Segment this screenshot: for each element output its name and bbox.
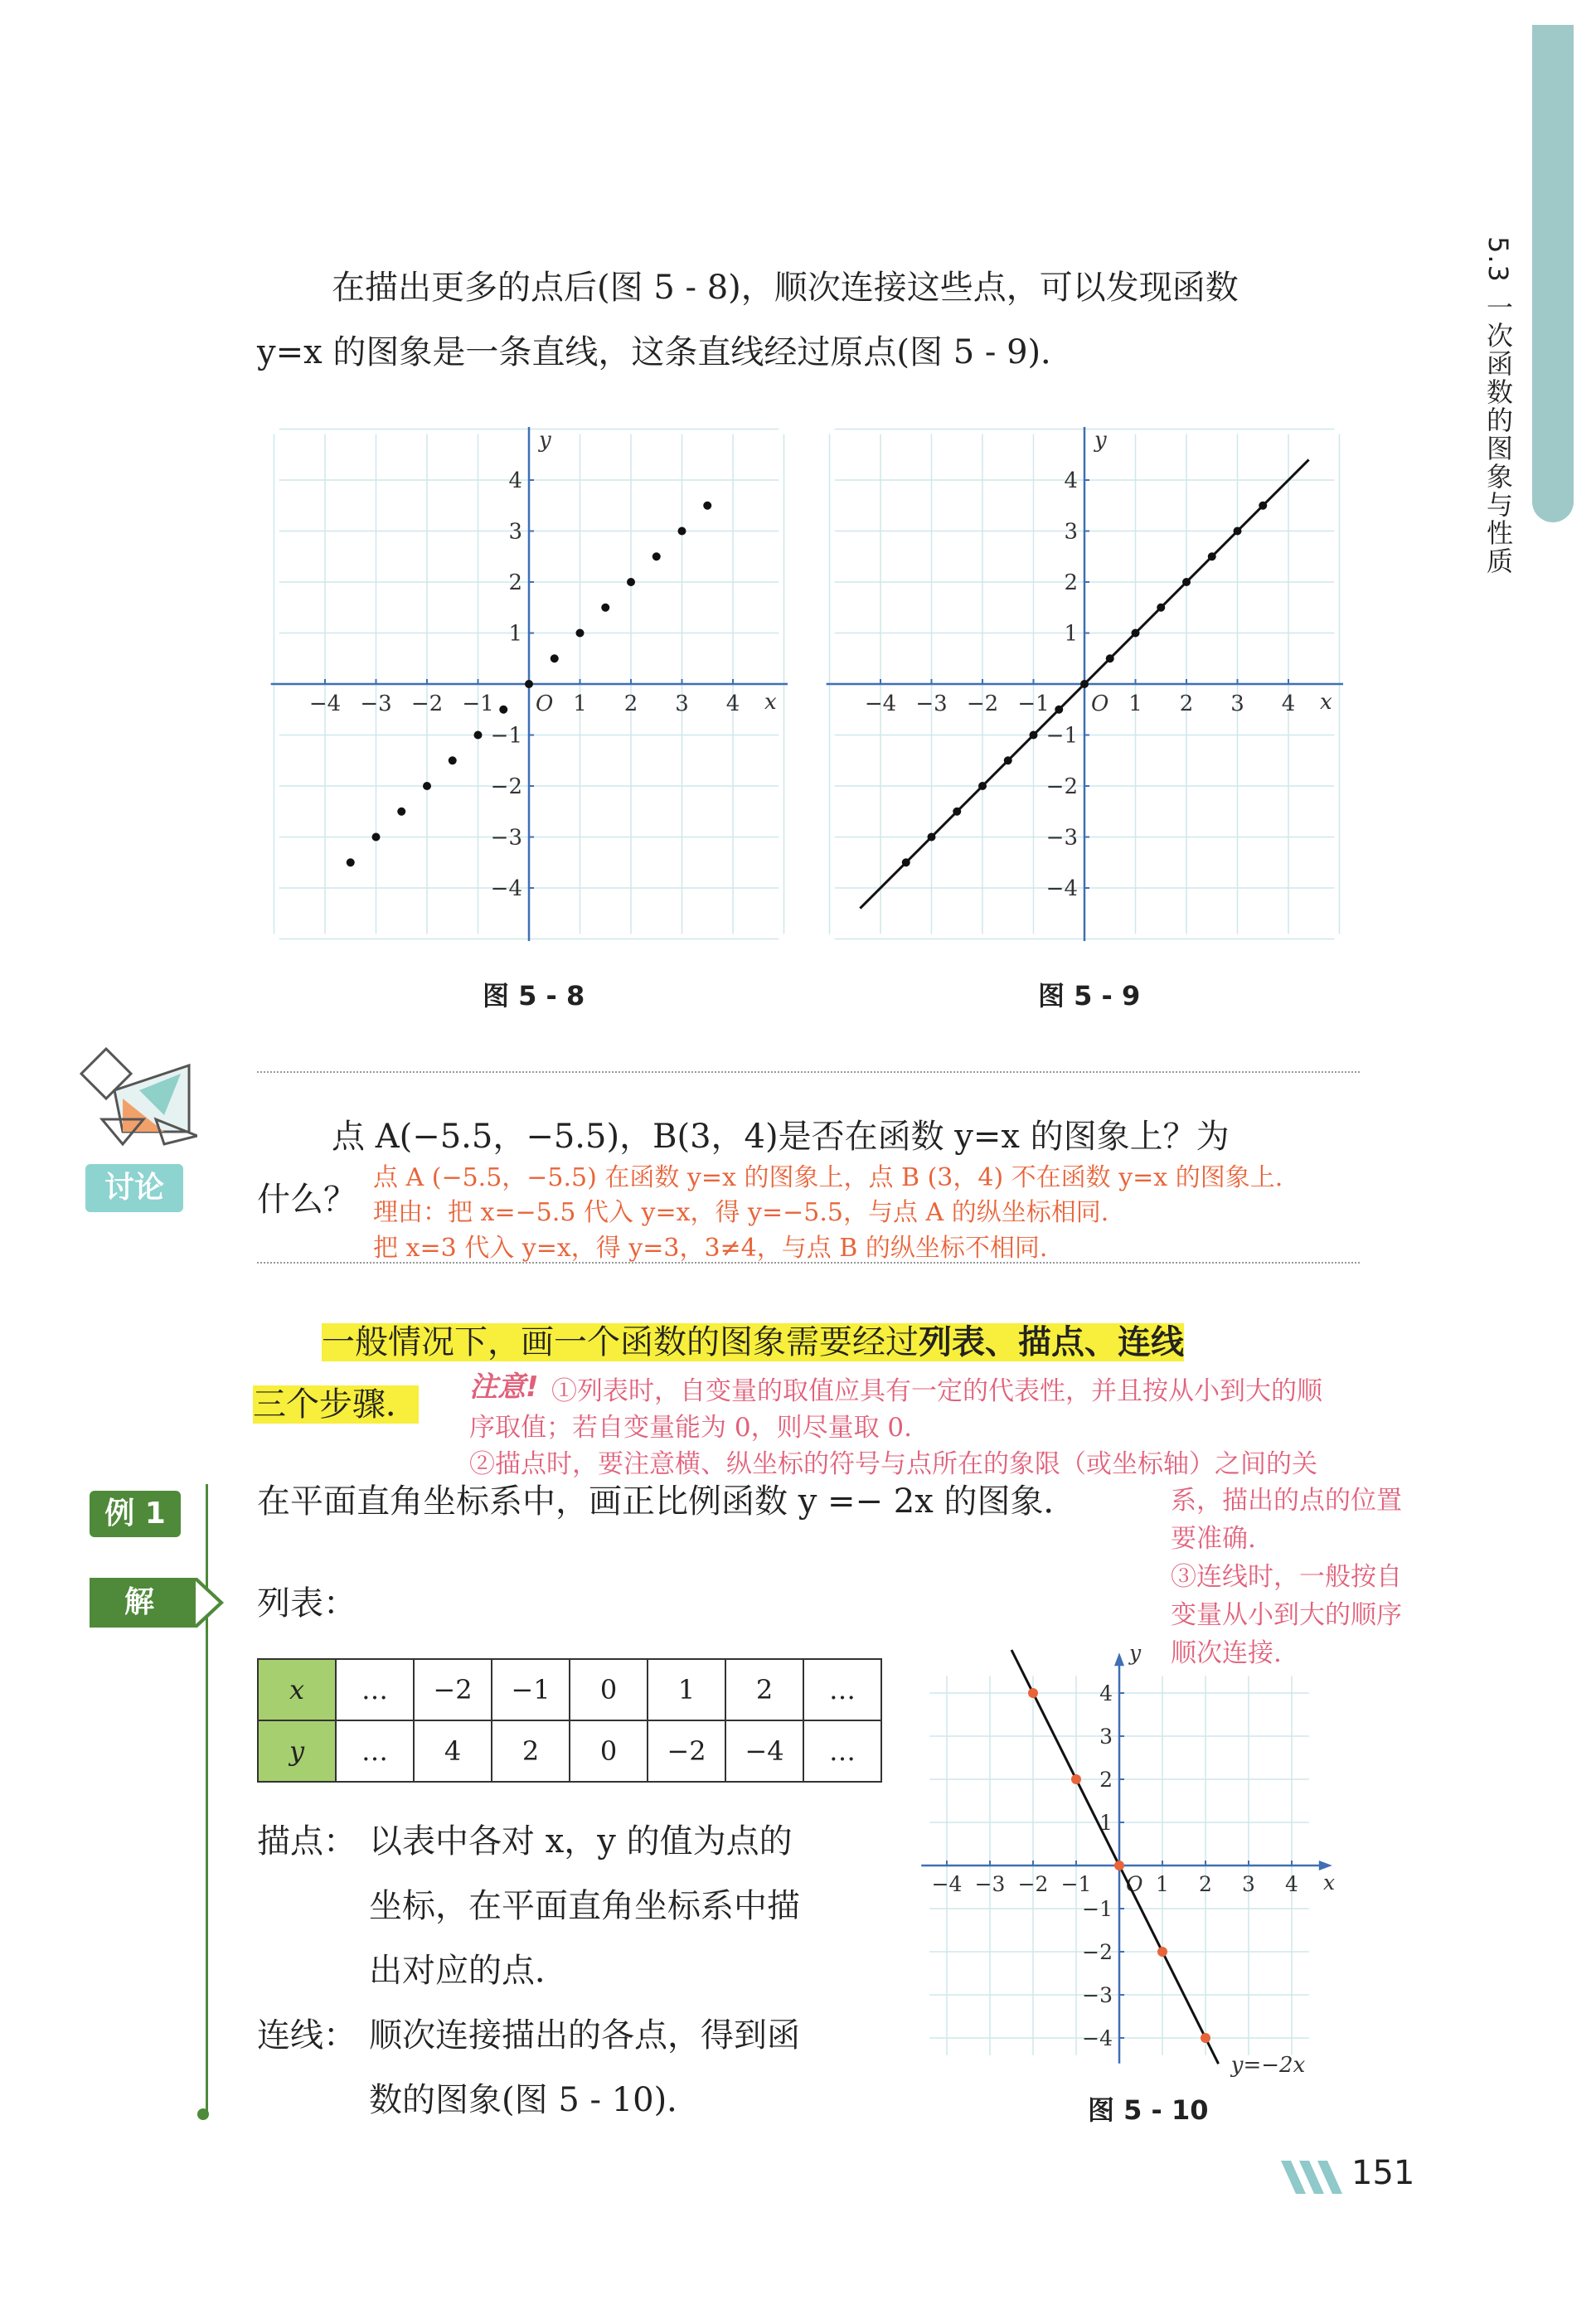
y-tick-label: 4	[508, 468, 522, 494]
x-tick-label: −1	[1017, 691, 1050, 716]
page-number: 151	[1351, 2154, 1415, 2192]
plot-label: 描点：	[257, 1822, 357, 1861]
general-steps-bold: 列表、描点、连线	[919, 1323, 1184, 1361]
x-tick-label: 2	[1199, 1872, 1212, 1896]
y-tick-label: −1	[1045, 723, 1078, 749]
y-tick-label: 2	[508, 570, 522, 596]
y-tick-label: −3	[1082, 1982, 1113, 2007]
y-tick-label: −4	[1082, 2026, 1113, 2050]
connect-text-1: 顺次连接描出的各点，得到函	[369, 2016, 800, 2055]
line-label: y=−2x	[1230, 2053, 1306, 2079]
answer-line-3: 把 x=3 代入 y=x，得 y=3，3≠4，与点 B 的纵坐标不相同.	[373, 1234, 1048, 1263]
y-axis-label: y	[1094, 428, 1107, 453]
table-cell: …	[803, 1720, 881, 1782]
x-tick-label: −4	[864, 691, 897, 716]
table-cell: 4	[414, 1720, 492, 1782]
y-tick-label: 1	[1064, 621, 1078, 647]
y-tick-label: 3	[1064, 519, 1078, 545]
general-statement-line-1	[322, 1310, 1184, 1375]
intro-line-1: 在描出更多的点后(图 5 - 8)，顺次连接这些点，可以发现函数	[332, 269, 1239, 307]
x-tick-label: 1	[1128, 691, 1142, 716]
x-tick-label: 4	[725, 691, 740, 716]
y-tick-label: −3	[1045, 825, 1078, 851]
data-point	[1182, 578, 1191, 586]
note-2b: 系，描出的点的位置	[1171, 1486, 1402, 1516]
y-tick-label: −2	[490, 774, 522, 800]
example-text: 在平面直角坐标系中，画正比例函数 y =− 2x 的图象．	[257, 1482, 1077, 1521]
discussion-top-divider	[257, 1071, 1360, 1073]
connect-label: 连线：	[257, 2016, 357, 2055]
general-prefix: 一般情况下，画一个函数的图象需要经过	[322, 1323, 919, 1361]
origin-label: O	[1126, 1872, 1143, 1896]
discussion-question-line-1: 点 A(−5.5，−5.5)，B(3，4)是否在函数 y=x 的图象上？为	[332, 1118, 1230, 1156]
table-cell: −2	[414, 1659, 492, 1720]
x-axis-label: x	[1320, 690, 1332, 715]
y-tick-label: −2	[1045, 774, 1078, 800]
plot-text-2: 坐标，在平面直角坐标系中描	[369, 1887, 800, 1925]
x-tick-label: 2	[623, 691, 638, 716]
table-cell: 0	[570, 1659, 648, 1720]
y-tick-label: 1	[1099, 1810, 1113, 1835]
x-tick-label: −3	[360, 691, 392, 716]
data-point	[1157, 604, 1165, 612]
figure-5-9-caption: 图 5 - 9	[1038, 980, 1141, 1012]
data-point	[1004, 756, 1012, 764]
data-point	[347, 858, 355, 866]
x-tick-label: −3	[974, 1872, 1006, 1896]
y-tick-label: 4	[1064, 468, 1078, 494]
table-head-y: y	[258, 1720, 336, 1782]
note-3b: 变量从小到大的顺序	[1171, 1600, 1402, 1630]
tangram-icon	[73, 1041, 197, 1148]
data-point	[902, 858, 910, 866]
data-point	[928, 833, 936, 842]
intro-line-2: y=x 的图象是一条直线，这条直线经过原点(图 5 - 9)．	[257, 333, 1075, 371]
x-tick-label: 4	[1281, 691, 1296, 716]
origin-label: O	[1091, 691, 1109, 716]
data-point	[397, 808, 405, 816]
table-cell: …	[803, 1659, 881, 1720]
y-tick-label: −4	[1045, 876, 1078, 902]
data-point	[576, 629, 585, 638]
x-tick-label: 3	[1242, 1872, 1255, 1896]
figure-5-8-caption: 图 5 - 8	[483, 980, 585, 1012]
data-point	[1157, 1947, 1167, 1957]
data-point	[372, 833, 381, 842]
x-tick-label: −4	[931, 1872, 963, 1896]
x-tick-label: 2	[1179, 691, 1194, 716]
note-1a: ①列表时，自变量的取值应具有一定的代表性，并且按从小到大的顺	[551, 1376, 1322, 1406]
y-axis-arrow	[1114, 1652, 1124, 1666]
figure-5-9	[825, 427, 1343, 941]
y-axis-label: y	[539, 428, 551, 453]
x-tick-label: −3	[915, 691, 948, 716]
plot-text-3: 出对应的点．	[369, 1952, 568, 1990]
data-point	[1028, 1688, 1038, 1698]
line-y-equals-minus-2x	[1011, 1650, 1219, 2064]
data-point	[1030, 731, 1038, 740]
data-point	[627, 578, 635, 586]
x-axis-label: x	[764, 690, 777, 715]
data-point	[1132, 629, 1140, 638]
discussion-question-line-2: 什么？	[257, 1181, 357, 1219]
figure-5-10	[920, 1621, 1368, 2085]
y-tick-label: 1	[508, 621, 522, 647]
y-tick-label: −1	[1082, 1896, 1113, 1921]
x-tick-label: 3	[675, 691, 689, 716]
x-tick-label: 3	[1230, 691, 1244, 716]
y-tick-label: −4	[490, 876, 522, 902]
figure-5-8	[269, 427, 788, 941]
x-tick-label: 4	[1285, 1872, 1298, 1896]
plot-text-1: 以表中各对 x，y 的值为点的	[369, 1822, 793, 1861]
data-point	[652, 552, 661, 560]
note-2c: 要准确.	[1171, 1524, 1256, 1554]
table-cell: 2	[725, 1659, 803, 1720]
data-point	[1080, 680, 1089, 688]
data-point	[551, 654, 559, 662]
data-point	[1259, 502, 1267, 510]
note-3c: 顺次连接.	[1171, 1638, 1282, 1668]
list-label: 列表：	[257, 1584, 357, 1623]
data-point	[703, 502, 711, 510]
general-statement-line-2: 三个步骤．	[253, 1385, 419, 1424]
y-tick-label: −3	[490, 825, 522, 851]
table-cell: …	[336, 1720, 414, 1782]
example-rule-end-dot	[197, 2108, 209, 2120]
data-point	[474, 731, 483, 740]
table-cell: …	[336, 1659, 414, 1720]
data-point	[978, 782, 987, 790]
y-tick-label: 2	[1099, 1767, 1113, 1792]
y-axis-label: y	[1129, 1641, 1142, 1665]
y-tick-label: −2	[1082, 1939, 1113, 1964]
data-point	[601, 604, 609, 612]
data-point	[678, 527, 686, 536]
data-point	[1071, 1774, 1081, 1784]
table-row-y	[258, 1720, 881, 1782]
table-row-x	[258, 1659, 881, 1720]
value-table	[257, 1658, 882, 1783]
x-axis-arrow	[1319, 1861, 1332, 1870]
y-tick-label: 2	[1064, 570, 1078, 596]
data-point	[1106, 654, 1114, 662]
note-3a: ③连线时，一般按自	[1171, 1562, 1402, 1592]
x-tick-label: 1	[1156, 1872, 1169, 1896]
x-tick-label: −4	[308, 691, 342, 716]
page-number-stripes-icon	[1281, 2161, 1351, 2195]
note-title: 注意!	[469, 1371, 539, 1404]
x-tick-label: 1	[573, 691, 587, 716]
answer-line-2: 理由：把 x=−5.5 代入 y=x，得 y=−5.5，与点 A 的纵坐标相同.	[373, 1198, 1109, 1227]
data-point	[1208, 552, 1216, 560]
data-point	[1055, 706, 1063, 714]
chapter-side-tab	[1532, 25, 1574, 522]
origin-label: O	[536, 691, 554, 716]
table-cell: 2	[492, 1720, 570, 1782]
table-cell: −1	[492, 1659, 570, 1720]
note-1b: 序取值；若自变量能为 0，则尽量取 0.	[469, 1413, 913, 1443]
data-point	[1234, 527, 1242, 536]
y-tick-label: 4	[1099, 1681, 1113, 1705]
solution-badge: 解	[124, 1585, 154, 1619]
note-2a: ②描点时，要注意横、纵坐标的符号与点所在的象限（或坐标轴）之间的关	[469, 1449, 1317, 1479]
x-tick-label: −2	[1017, 1872, 1049, 1896]
example-badge: 例 1	[90, 1491, 181, 1537]
data-point	[499, 706, 507, 714]
data-point	[423, 782, 431, 790]
data-point	[953, 808, 961, 816]
chapter-side-label: 5.3 一次函数的图象与性质	[1482, 236, 1514, 576]
data-point	[1201, 2033, 1210, 2043]
x-tick-label: −1	[1060, 1872, 1092, 1896]
table-cell: −2	[648, 1720, 725, 1782]
table-cell: −4	[725, 1720, 803, 1782]
data-point	[449, 756, 457, 764]
x-tick-label: −2	[410, 691, 444, 716]
data-point	[1114, 1861, 1124, 1870]
figure-5-10-caption: 图 5 - 10	[1088, 2094, 1209, 2126]
discussion-bottom-divider	[257, 1262, 1360, 1264]
table-head-x: x	[258, 1659, 336, 1720]
y-tick-label: 3	[1099, 1724, 1113, 1749]
x-axis-label: x	[1323, 1870, 1336, 1895]
discussion-badge: 讨论	[85, 1164, 183, 1212]
x-tick-label: −1	[462, 691, 494, 716]
table-cell: 1	[648, 1659, 725, 1720]
data-point	[525, 680, 533, 688]
answer-line-1: 点 A (−5.5，−5.5) 在函数 y=x 的图象上，点 B (3，4) 不在函数 y=x 的图象上.	[373, 1163, 1283, 1192]
table-cell: 0	[570, 1720, 648, 1782]
y-tick-label: 3	[508, 519, 522, 545]
y-tick-label: −1	[490, 723, 522, 749]
connect-text-2: 数的图象(图 5 - 10)．	[369, 2081, 701, 2119]
x-tick-label: −2	[966, 691, 999, 716]
